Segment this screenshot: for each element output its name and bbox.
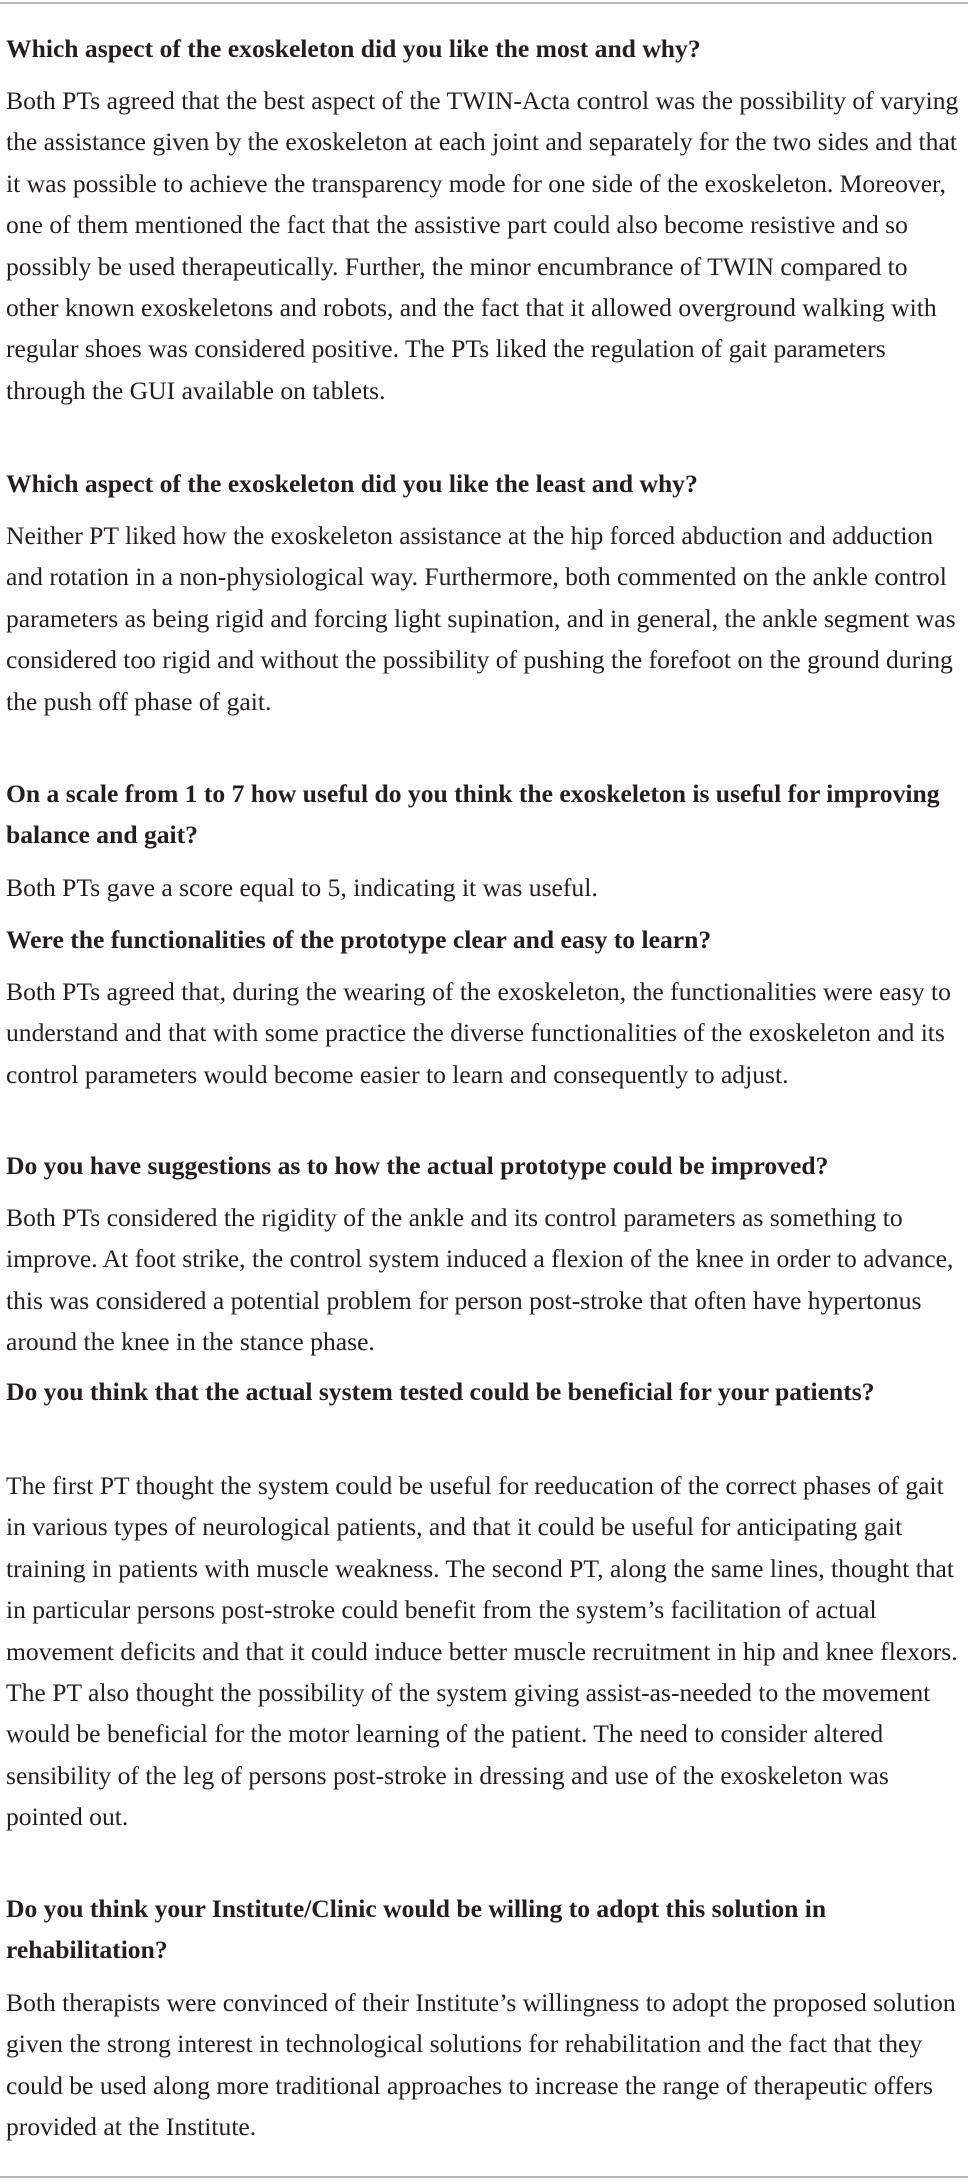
question-3: On a scale from 1 to 7 how useful do you think the exoskeleton is useful for improving balance and gait? bbox=[6, 779, 940, 850]
question-5: Do you have suggestions as to how the actual prototype could be improved? bbox=[6, 1151, 829, 1180]
bottom-rule bbox=[0, 2176, 968, 2178]
answer-3: Both PTs gave a score equal to 5, indicating it was useful. bbox=[6, 873, 598, 902]
answer-4: Both PTs agreed that, during the wearing of the exoskeleton, the functionalities were easy to understand and that with some practice the diverse functionalities of the exoskeleton and its control parameters would become easier to learn and consequently to adjust. bbox=[6, 977, 951, 1089]
answer-7: Both therapists were convinced of their Institute’s willingness to adopt the proposed solution given the strong interest in technological solutions for rehabilitation and the fact that they could be used along more traditional approaches to increase the range of therapeutic offers provided at the Institute. bbox=[6, 1988, 956, 2142]
question-4: Were the functionalities of the prototype clear and easy to learn? bbox=[6, 925, 712, 954]
question-1: Which aspect of the exoskeleton did you like the most and why? bbox=[6, 34, 701, 63]
answer-1: Both PTs agreed that the best aspect of the TWIN-Acta control was the possibility of varying the assistance given by the exoskeleton at each joint and separately for the two sides and that it was possible to achieve the transparency mode for one side of the exoskeleton. Moreover, one of them mentioned the fact that the assistive part could also become resistive and so possibly be used therapeutically. Further, the minor encumbrance of TWIN compared to other known exoskeletons and robots, and the fact that it allowed overground walking with regular shoes was considered positive. The PTs liked the regulation of gait parameters through the GUI available on tablets. bbox=[6, 86, 959, 405]
answer-5: Both PTs considered the rigidity of the ankle and its control parameters as something to improve. At foot strike, the control system induced a flexion of the knee in order to advance, this was considered a potential problem for person post-stroke that often have hypertonus around the knee in the stance phase. bbox=[6, 1203, 954, 1357]
answer-2: Neither PT liked how the exoskeleton assistance at the hip forced abduction and adduction and rotation in a non-physiological way. Furthermore, both commented on the ankle control parameters as being rigid and forcing light supination, and in general, the ankle segment was considered too rigid and without the possibility of pushing the forefoot on the ground during the push off phase of gait. bbox=[6, 521, 956, 716]
question-7: Do you think your Institute/Clinic would be willing to adopt this solution in rehabilitation? bbox=[6, 1894, 827, 1965]
question-2: Which aspect of the exoskeleton did you like the least and why? bbox=[6, 469, 698, 498]
answer-6: The first PT thought the system could be useful for reeducation of the correct phases of gait in various types of neurological patients, and that it could be useful for anticipating gait training in patients with muscle weakness. The second PT, along the same lines, thought that in particular persons post-stroke could benefit from the system’s facilitation of actual movement deficits and that it could induce better muscle recruitment in hip and knee flexors. The PT also thought the possibility of the system giving assist-as-needed to the movement would be beneficial for the motor learning of the patient. The need to consider altered sensibility of the leg of persons post-stroke in dressing and use of the exoskeleton was pointed out. bbox=[6, 1471, 958, 1832]
question-6: Do you think that the actual system tested could be beneficial for your patients? bbox=[6, 1377, 875, 1406]
top-rule bbox=[0, 2, 968, 4]
